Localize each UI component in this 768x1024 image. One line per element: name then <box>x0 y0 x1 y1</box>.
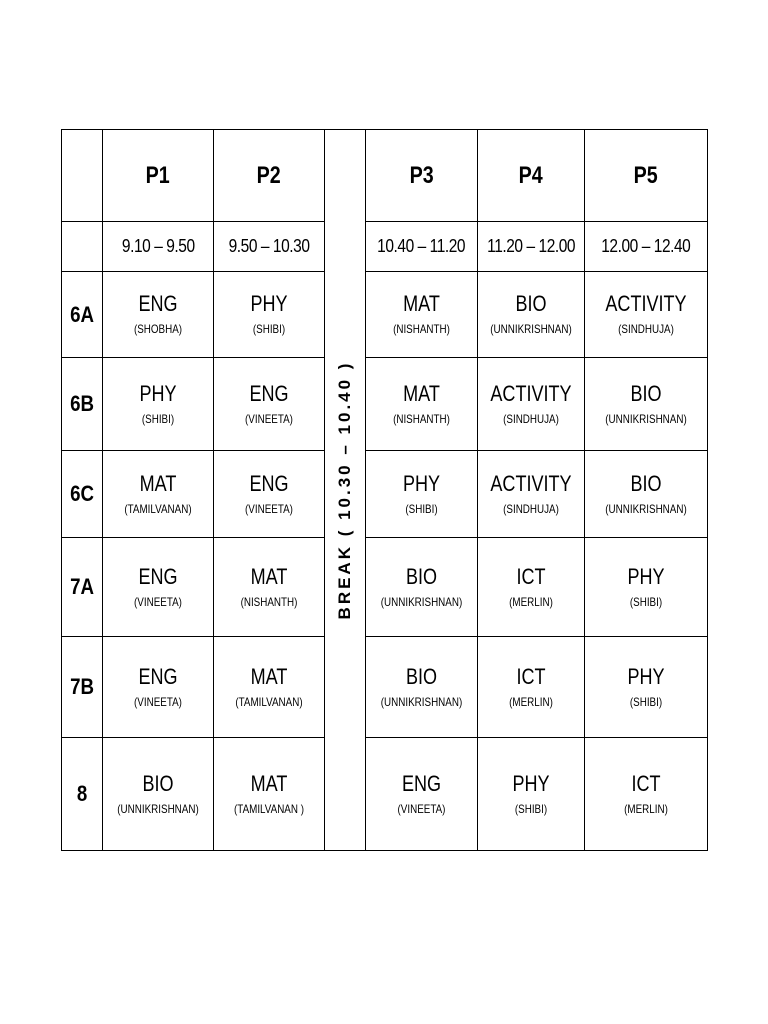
class-label: 8 <box>76 781 88 806</box>
teacher-label: (VINEETA) <box>397 801 446 816</box>
period-header <box>366 130 478 222</box>
lesson-cell <box>366 358 478 451</box>
subject-label: PHY <box>627 563 665 589</box>
lesson-cell <box>585 738 708 851</box>
lesson-cell <box>366 272 478 358</box>
corner-cell <box>62 130 103 222</box>
time-row <box>62 222 708 272</box>
lesson-cell <box>103 358 214 451</box>
class-row <box>62 272 708 358</box>
period-header <box>103 130 214 222</box>
time-label: 12.00 – 12.40 <box>601 236 691 256</box>
teacher-label: (VINEETA) <box>245 501 293 516</box>
subject-label: ICT <box>631 770 661 796</box>
lesson-cell <box>585 538 708 637</box>
lesson-cell <box>214 358 325 451</box>
class-row <box>62 637 708 738</box>
lesson-cell <box>585 358 708 451</box>
teacher-label: (SHIBI) <box>405 501 438 516</box>
lesson-cell <box>214 451 325 538</box>
teacher-label: (SINDHUJA) <box>503 411 559 426</box>
subject-label: ICT <box>516 663 546 689</box>
period-label: P3 <box>409 161 434 189</box>
subject-label: MAT <box>139 470 177 496</box>
time-cell <box>478 222 585 272</box>
lesson-cell <box>478 451 585 538</box>
lesson-cell <box>214 637 325 738</box>
teacher-label: (UNNIKRISHNAN) <box>490 322 572 336</box>
lesson-cell <box>366 538 478 637</box>
subject-label: PHY <box>512 770 550 796</box>
subject-label: PHY <box>402 470 441 496</box>
lesson-cell <box>103 637 214 738</box>
class-row <box>62 738 708 851</box>
class-label: 7A <box>70 574 94 599</box>
subject-label: ENG <box>138 663 178 689</box>
teacher-label: (NISHANTH) <box>393 411 450 426</box>
class-cell <box>62 738 103 851</box>
period-header-row <box>62 130 708 222</box>
time-label: 10.40 – 11.20 <box>377 236 466 256</box>
class-row <box>62 451 708 538</box>
teacher-label: (UNNIKRISHNAN) <box>605 501 687 516</box>
subject-label: ICT <box>516 563 546 589</box>
teacher-label: (UNNIKRISHNAN) <box>117 801 199 816</box>
subject-label: BIO <box>630 380 662 406</box>
lesson-cell <box>103 538 214 637</box>
teacher-label: (SINDHUJA) <box>618 322 674 336</box>
class-cell <box>62 538 103 637</box>
teacher-label: (VINEETA) <box>134 694 182 709</box>
teacher-label: (TAMILVANAN) <box>235 694 303 709</box>
subject-label: ENG <box>138 563 178 589</box>
lesson-cell <box>103 738 214 851</box>
lesson-cell <box>478 637 585 738</box>
subject-label: BIO <box>142 770 174 796</box>
lesson-cell <box>478 738 585 851</box>
subject-label: BIO <box>515 291 547 316</box>
time-cell <box>103 222 214 272</box>
teacher-label: (SHOBHA) <box>133 322 183 336</box>
period-label: P4 <box>518 161 544 189</box>
lesson-cell <box>366 637 478 738</box>
subject-label: ENG <box>138 291 178 316</box>
time-label: 9.10 – 9.50 <box>121 236 195 256</box>
teacher-label: (TAMILVANAN ) <box>234 801 304 816</box>
period-header <box>478 130 585 222</box>
subject-label: BIO <box>630 470 662 496</box>
teacher-label: (SHIBI) <box>141 411 175 426</box>
teacher-label: (UNNIKRISHNAN) <box>380 594 463 609</box>
teacher-label: (VINEETA) <box>134 594 182 609</box>
subject-label: BIO <box>405 663 438 689</box>
class-row <box>62 358 708 451</box>
subject-label: ENG <box>249 380 289 406</box>
time-cell <box>585 222 708 272</box>
teacher-label: (VINEETA) <box>245 411 293 426</box>
period-header <box>585 130 708 222</box>
class-cell <box>62 451 103 538</box>
lesson-cell <box>214 538 325 637</box>
lesson-cell <box>103 451 214 538</box>
teacher-label: (SINDHUJA) <box>503 501 559 516</box>
time-label: 9.50 – 10.30 <box>228 236 310 256</box>
lesson-cell <box>214 272 325 358</box>
subject-label: PHY <box>627 663 665 689</box>
subject-label: ENG <box>401 770 442 796</box>
lesson-cell <box>585 637 708 738</box>
time-label: 11.20 – 12.00 <box>487 236 575 256</box>
subject-label: PHY <box>139 380 177 406</box>
lesson-cell <box>478 538 585 637</box>
class-row <box>62 538 708 637</box>
period-label: P2 <box>256 161 282 189</box>
teacher-label: (MERLIN) <box>509 594 553 609</box>
subject-label: ACTIVITY <box>490 380 572 406</box>
teacher-label: (UNNIKRISHNAN) <box>605 411 687 426</box>
lesson-cell <box>366 738 478 851</box>
class-label: 7B <box>70 674 94 699</box>
lesson-cell <box>585 272 708 358</box>
break-label: BREAK ( 10.30 – 10.40 ) <box>335 360 354 620</box>
subject-label: ACTIVITY <box>605 291 687 316</box>
time-cell <box>214 222 325 272</box>
teacher-label: (SHIBI) <box>629 694 663 709</box>
period-header <box>214 130 325 222</box>
timetable <box>61 129 708 851</box>
break-column <box>325 130 366 851</box>
class-cell <box>62 637 103 738</box>
lesson-cell <box>214 738 325 851</box>
class-label: 6C <box>70 481 94 506</box>
teacher-label: (NISHANTH) <box>393 322 450 336</box>
lesson-cell <box>585 451 708 538</box>
teacher-label: (TAMILVANAN) <box>124 501 192 516</box>
class-label: 6B <box>70 391 94 416</box>
teacher-label: (SHIBI) <box>629 594 663 609</box>
subject-label: MAT <box>403 380 440 406</box>
teacher-label: (MERLIN) <box>509 694 553 709</box>
subject-label: MAT <box>250 563 288 589</box>
period-label: P1 <box>145 161 171 189</box>
teacher-label: (SHIBI) <box>252 322 286 336</box>
subject-label: PHY <box>250 291 288 316</box>
lesson-cell <box>478 358 585 451</box>
teacher-label: (NISHANTH) <box>240 594 298 609</box>
teacher-label: (MERLIN) <box>624 801 668 816</box>
subject-label: MAT <box>403 291 440 316</box>
teacher-label: (UNNIKRISHNAN) <box>380 694 463 709</box>
period-label: P5 <box>633 161 659 189</box>
lesson-cell <box>103 272 214 358</box>
subject-label: BIO <box>405 563 438 589</box>
lesson-cell <box>366 451 478 538</box>
teacher-label: (SHIBI) <box>514 801 548 816</box>
subject-label: ENG <box>249 470 289 496</box>
subject-label: MAT <box>250 770 288 796</box>
lesson-cell <box>478 272 585 358</box>
class-cell <box>62 272 103 358</box>
time-cell <box>366 222 478 272</box>
time-corner-cell <box>62 222 103 272</box>
subject-label: MAT <box>250 663 288 689</box>
class-cell <box>62 358 103 451</box>
subject-label: ACTIVITY <box>490 470 572 496</box>
class-label: 6A <box>70 301 94 327</box>
